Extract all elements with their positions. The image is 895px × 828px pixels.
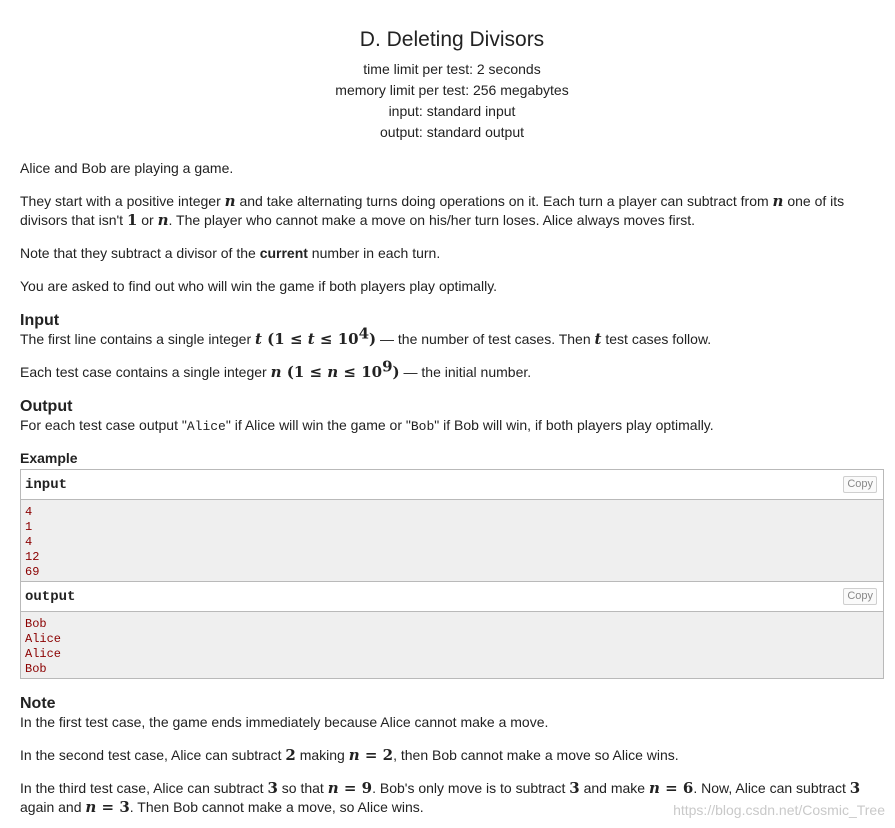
copy-output-button[interactable]: Copy bbox=[843, 588, 877, 605]
input-specification bbox=[20, 311, 884, 382]
sample-box bbox=[20, 469, 884, 679]
math-n: n bbox=[224, 192, 236, 210]
note-section bbox=[20, 694, 884, 817]
math-n: n bbox=[327, 779, 339, 797]
math-eq: = bbox=[359, 746, 383, 764]
math-eq: = bbox=[96, 798, 120, 816]
math-t: t bbox=[307, 330, 315, 348]
math-n: n bbox=[270, 363, 282, 381]
math-n: n bbox=[85, 798, 97, 816]
sample-output-line: Bob bbox=[25, 617, 47, 631]
sample-input-header bbox=[21, 470, 883, 500]
math-t: t bbox=[255, 330, 262, 348]
output-section-title: Output bbox=[20, 398, 73, 415]
sample-output-body bbox=[21, 612, 883, 678]
statement-paragraph-4: You are asked to find out who will win the game if both players play optimally. bbox=[20, 278, 498, 294]
text: . Bob's only move is to subtract bbox=[372, 780, 570, 796]
sample-output-header bbox=[21, 582, 883, 612]
text: " if Bob will win, if both players play optimally. bbox=[434, 417, 714, 433]
input-file: input: standard input bbox=[388, 103, 516, 119]
text: The first line contains a single integer bbox=[20, 331, 256, 347]
text: again and bbox=[20, 799, 86, 815]
text: making bbox=[295, 747, 349, 763]
output-line bbox=[20, 416, 884, 436]
note-paragraph-2 bbox=[20, 746, 884, 765]
text: — the initial number. bbox=[399, 364, 532, 380]
math-one: 1 bbox=[293, 363, 305, 381]
text: number in each turn. bbox=[307, 245, 441, 261]
math-three: 3 bbox=[119, 798, 130, 816]
output-file: output: standard output bbox=[380, 124, 524, 140]
sample-tests bbox=[20, 449, 884, 679]
text: , then Bob cannot make a move so Alice wins. bbox=[393, 747, 679, 763]
problem-header bbox=[20, 27, 884, 143]
math-n: n bbox=[772, 192, 784, 210]
math-six: 6 bbox=[682, 779, 694, 797]
math-le: ≤ bbox=[304, 363, 328, 381]
math-one: 1 bbox=[126, 211, 138, 229]
sample-input-label: input bbox=[25, 477, 68, 493]
math-le: ≤ bbox=[338, 363, 362, 381]
math-n: n bbox=[327, 363, 339, 381]
bold-current: current bbox=[259, 245, 308, 261]
time-limit: time limit per test: 2 seconds bbox=[363, 61, 541, 77]
math-two: 2 bbox=[285, 746, 296, 764]
text: and take alternating turns doing operations on it. Each turn a player can subtract from bbox=[235, 193, 773, 209]
problem-statement bbox=[20, 159, 884, 296]
text: so that bbox=[277, 780, 328, 796]
note-paragraph-1: In the first test case, the game ends immediately because Alice cannot make a move. bbox=[20, 714, 549, 730]
text: — the number of test cases. Then bbox=[376, 331, 595, 347]
math-le: ≤ bbox=[284, 330, 308, 348]
input-section-title: Input bbox=[20, 312, 60, 329]
sample-output-line: Alice bbox=[25, 647, 62, 661]
math-n: n bbox=[157, 211, 169, 229]
memory-limit: memory limit per test: 256 megabytes bbox=[335, 82, 569, 98]
input-line-1 bbox=[20, 324, 884, 349]
example-title: Example bbox=[20, 450, 78, 466]
statement-paragraph-3 bbox=[20, 244, 884, 263]
text: Each test case contains a single integer bbox=[20, 364, 271, 380]
math-paren: ( bbox=[261, 330, 275, 348]
math-nine: 9 bbox=[361, 779, 373, 797]
text: . Then Bob cannot make a move, so Alice wins. bbox=[129, 799, 424, 815]
sample-input-line: 4 bbox=[25, 535, 33, 549]
math-le: ≤ bbox=[314, 330, 338, 348]
text: " if Alice will win the game or " bbox=[225, 417, 411, 433]
note-title: Note bbox=[20, 695, 56, 712]
math-ten: 10 bbox=[337, 330, 359, 348]
sample-input-line: 1 bbox=[25, 520, 33, 534]
sample-input-body bbox=[21, 500, 883, 581]
text: . The player who cannot make a move on his/her turn loses. Alice always moves first. bbox=[168, 212, 696, 228]
math-ten: 10 bbox=[361, 363, 383, 381]
math-three: 3 bbox=[267, 779, 278, 797]
math-n: n bbox=[648, 779, 660, 797]
math-paren: ( bbox=[281, 363, 294, 381]
watermark: https://blog.csdn.net/Cosmic_Tree bbox=[673, 802, 885, 818]
text: Note that they subtract a divisor of the bbox=[20, 245, 260, 261]
math-eq: = bbox=[338, 779, 362, 797]
text: test cases follow. bbox=[601, 331, 712, 347]
math-three: 3 bbox=[849, 779, 861, 797]
text: They start with a positive integer bbox=[20, 193, 225, 209]
sample-input-line: 12 bbox=[25, 550, 40, 564]
statement-paragraph-1: Alice and Bob are playing a game. bbox=[20, 160, 234, 176]
math-two: 2 bbox=[382, 746, 394, 764]
sample-input-line: 69 bbox=[25, 565, 40, 579]
output-specification bbox=[20, 397, 884, 436]
sample-input-line: 4 bbox=[25, 505, 33, 519]
problem-page bbox=[20, 0, 884, 817]
copy-input-button[interactable]: Copy bbox=[843, 476, 877, 493]
math-paren: ) bbox=[369, 330, 377, 348]
text: and make bbox=[579, 780, 649, 796]
text: In the second test case, Alice can subtract bbox=[20, 747, 286, 763]
statement-paragraph-2 bbox=[20, 192, 884, 230]
math-exponent: 4 bbox=[358, 324, 369, 343]
code-bob: Bob bbox=[410, 419, 435, 434]
math-one: 1 bbox=[274, 330, 285, 348]
math-three: 3 bbox=[569, 779, 580, 797]
code-alice: Alice bbox=[186, 419, 226, 434]
math-paren: ) bbox=[392, 363, 400, 381]
input-line-2 bbox=[20, 357, 884, 382]
sample-output-line: Alice bbox=[25, 632, 62, 646]
sample-output-label: output bbox=[25, 589, 76, 605]
math-n: n bbox=[348, 746, 360, 764]
math-exponent: 9 bbox=[382, 357, 393, 376]
problem-title: D. Deleting Divisors bbox=[359, 28, 545, 51]
text: or bbox=[137, 212, 158, 228]
text: one of its divisors that isn't bbox=[20, 193, 845, 228]
text: . Now, Alice can subtract bbox=[693, 780, 850, 796]
math-t: t bbox=[594, 330, 602, 348]
problem-limits bbox=[20, 59, 884, 143]
text: In the third test case, Alice can subtract bbox=[20, 780, 268, 796]
math-eq: = bbox=[659, 779, 683, 797]
text: For each test case output " bbox=[20, 417, 187, 433]
sample-output-line: Bob bbox=[25, 662, 47, 676]
